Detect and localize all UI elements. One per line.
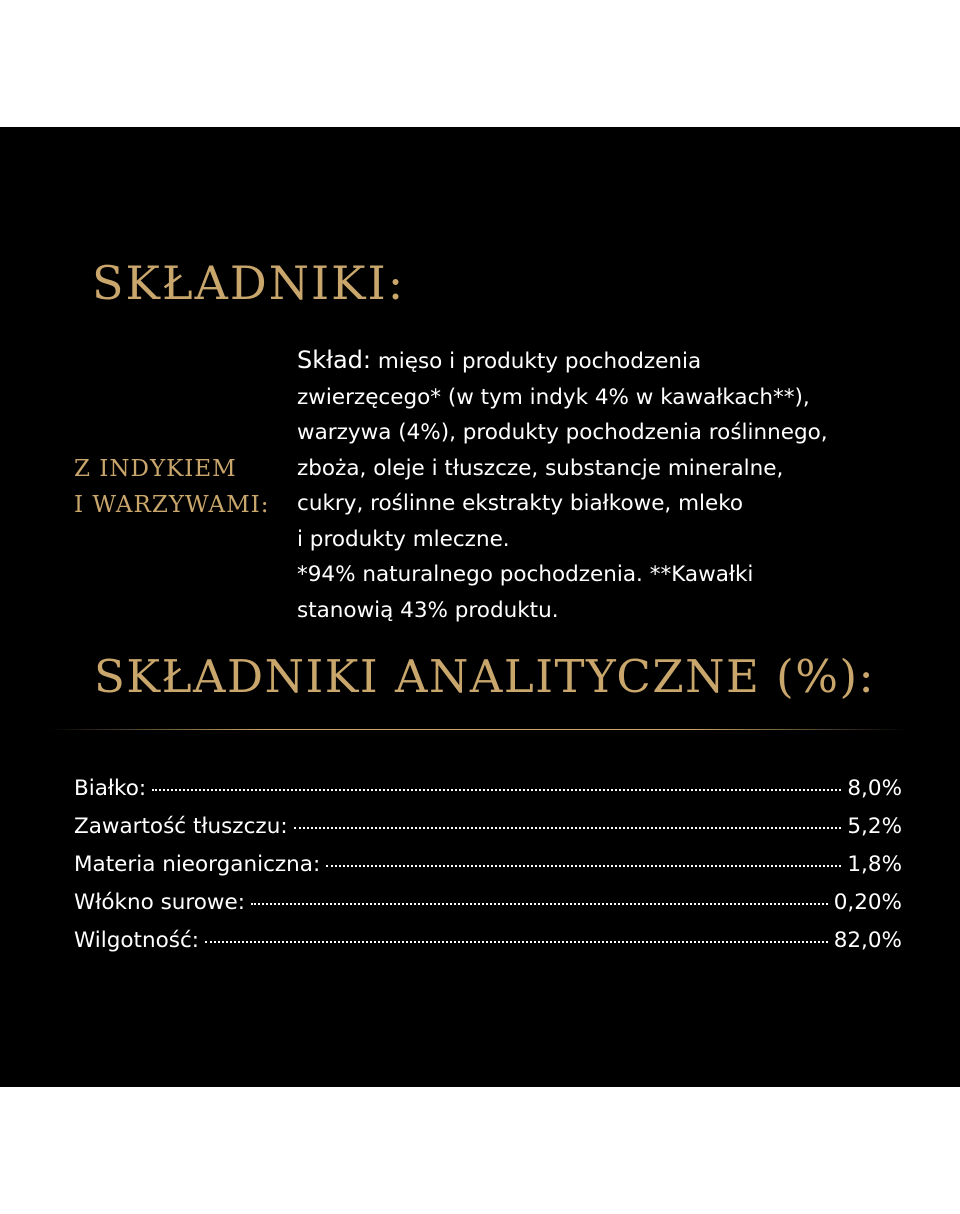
composition-line: warzywa (4%), produkty pochodzenia roślinnego, — [297, 420, 828, 445]
analytics-row-ash — [74, 846, 902, 884]
variant-line-2: I WARZYWAMI: — [74, 492, 270, 518]
composition-lead: Skład: — [297, 346, 371, 374]
composition-line: cukry, roślinne ekstrakty białkowe, mleko — [297, 491, 744, 516]
analytics-label: Białko: — [74, 776, 147, 801]
analytics-row-fibre — [74, 884, 902, 922]
analytics-list — [74, 770, 902, 960]
variant-line-1: Z INDYKIEM — [74, 456, 237, 482]
analytics-label: Wilgotność: — [74, 928, 200, 953]
gold-divider — [48, 729, 906, 730]
analytics-row-fat — [74, 808, 902, 846]
analytics-value: 0,20% — [833, 890, 902, 915]
analytics-value: 5,2% — [847, 814, 902, 839]
composition-line: stanowią 43% produktu. — [297, 597, 559, 623]
dot-leader — [326, 864, 841, 867]
analytics-row-moisture — [74, 922, 902, 960]
dot-leader — [251, 902, 828, 905]
analytics-row-protein — [74, 770, 902, 808]
nutrition-panel — [0, 127, 960, 1087]
analytics-value: 8,0% — [847, 776, 902, 801]
composition-line: zwierzęcego* (w tym indyk 4% w kawałkach**), — [297, 384, 810, 410]
dot-leader — [294, 826, 842, 829]
analytics-label: Włókno surowe: — [74, 890, 245, 915]
dot-leader — [205, 940, 828, 943]
analytics-heading: SKŁADNIKI ANALITYCZNE (%): — [94, 650, 876, 703]
composition-line-text: mięso i produkty pochodzenia — [370, 349, 702, 374]
composition-text — [297, 343, 937, 628]
analytics-value: 1,8% — [847, 852, 902, 877]
composition-line: i produkty mleczne. — [297, 526, 510, 552]
analytics-value: 82,0% — [833, 928, 902, 953]
ingredients-heading: SKŁADNIKI: — [92, 256, 406, 310]
dot-leader — [152, 788, 841, 791]
composition-line — [297, 343, 937, 380]
variant-label — [74, 451, 269, 523]
composition-line: *94% naturalnego pochodzenia. **Kawałki — [297, 562, 754, 587]
analytics-label: Zawartość tłuszczu: — [74, 814, 288, 839]
analytics-label: Materia nieorganiczna: — [74, 852, 321, 877]
composition-line: zboża, oleje i tłuszcze, substancje mineralne, — [297, 455, 784, 481]
